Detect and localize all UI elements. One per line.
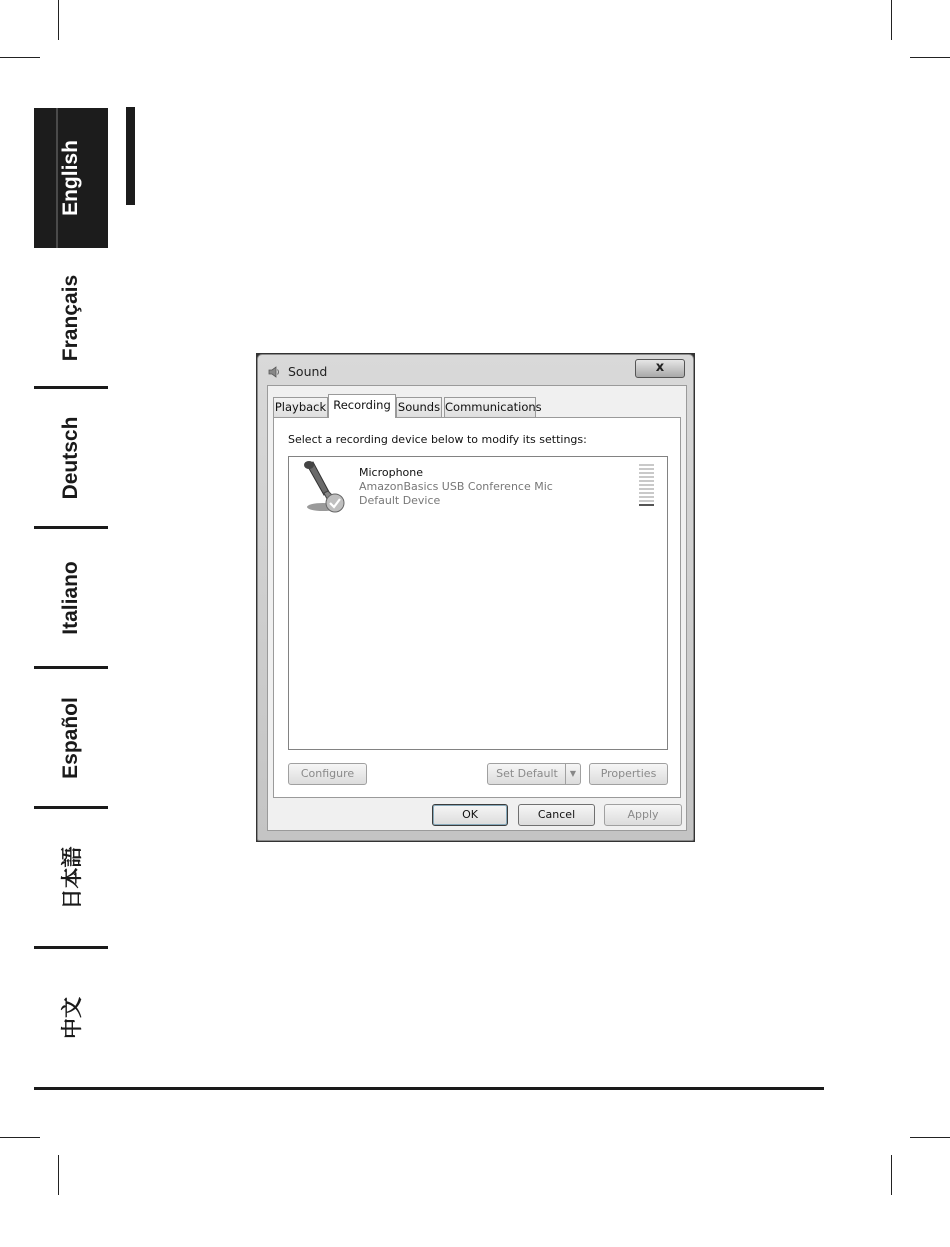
language-tab-italiano[interactable] [34, 528, 108, 668]
language-label: Français [59, 274, 82, 362]
footer-rule [34, 1087, 824, 1090]
tab-recording[interactable] [328, 394, 396, 418]
device-status: Default Device [359, 494, 441, 507]
dialog-client-area [267, 385, 687, 831]
language-label: Deutsch [59, 416, 82, 500]
button-label: Cancel [537, 808, 576, 821]
title-bar[interactable] [264, 359, 687, 383]
device-list[interactable] [288, 456, 668, 750]
language-label: 中文 [61, 997, 84, 1039]
tab-divider [34, 806, 108, 809]
level-meter [639, 464, 654, 508]
apply-button[interactable] [604, 804, 682, 826]
tab-playback[interactable] [273, 397, 328, 417]
tab-divider [34, 526, 108, 529]
properties-button[interactable] [589, 763, 668, 785]
tab-sounds[interactable] [396, 397, 442, 417]
crop-mark [0, 57, 40, 58]
section-marker [126, 107, 135, 205]
close-icon: x [655, 360, 665, 375]
crop-mark [891, 0, 892, 40]
microphone-icon [295, 459, 351, 515]
crop-mark [891, 1155, 892, 1195]
recording-panel [273, 417, 681, 798]
tab-communications[interactable] [444, 397, 542, 417]
close-button[interactable] [635, 359, 685, 378]
instruction-text: Select a recording device below to modify its settings: [288, 433, 587, 446]
button-label: Configure [300, 767, 355, 780]
button-label: Apply [627, 808, 659, 821]
device-description: AmazonBasics USB Conference Mic [359, 480, 553, 493]
configure-button[interactable] [288, 763, 367, 785]
crop-mark [0, 1137, 40, 1138]
tab-divider [34, 666, 108, 669]
language-tab-english[interactable] [34, 108, 108, 248]
tab-label: Communications [445, 400, 542, 414]
tab-divider [34, 386, 108, 389]
button-label: Set Default [496, 767, 558, 780]
button-label: OK [462, 808, 478, 821]
language-label: Italiano [59, 561, 82, 635]
dialog-title: Sound [288, 364, 328, 379]
speaker-icon [266, 364, 282, 380]
crop-mark [910, 57, 950, 58]
tab-label: Sounds [397, 400, 441, 414]
crop-mark [58, 1155, 59, 1195]
device-name: Microphone [359, 466, 424, 479]
tab-label: Recording [333, 398, 391, 412]
sound-dialog [256, 353, 695, 842]
default-checkmark-icon [326, 494, 344, 512]
language-tab-deutsch[interactable] [34, 388, 108, 528]
language-tab-japanese[interactable] [34, 808, 108, 948]
language-tab-chinese[interactable] [34, 948, 108, 1088]
language-tab-espanol[interactable] [34, 668, 108, 808]
tab-label: Playback [274, 400, 327, 414]
crop-mark [910, 1137, 950, 1138]
cancel-button[interactable] [518, 804, 595, 826]
chevron-down-icon[interactable]: ▼ [565, 764, 580, 784]
crop-mark [58, 0, 59, 40]
ok-button[interactable] [432, 804, 508, 826]
button-label: Properties [600, 767, 657, 780]
window-frame [257, 354, 694, 841]
language-label: 日本語 [61, 846, 84, 910]
tab-stripe [56, 108, 58, 248]
tab-divider [34, 946, 108, 949]
language-label: Español [59, 697, 82, 779]
language-label: English [59, 140, 82, 216]
set-default-button[interactable] [487, 763, 581, 785]
list-item[interactable] [289, 457, 667, 515]
language-tab-francais[interactable] [34, 248, 108, 388]
